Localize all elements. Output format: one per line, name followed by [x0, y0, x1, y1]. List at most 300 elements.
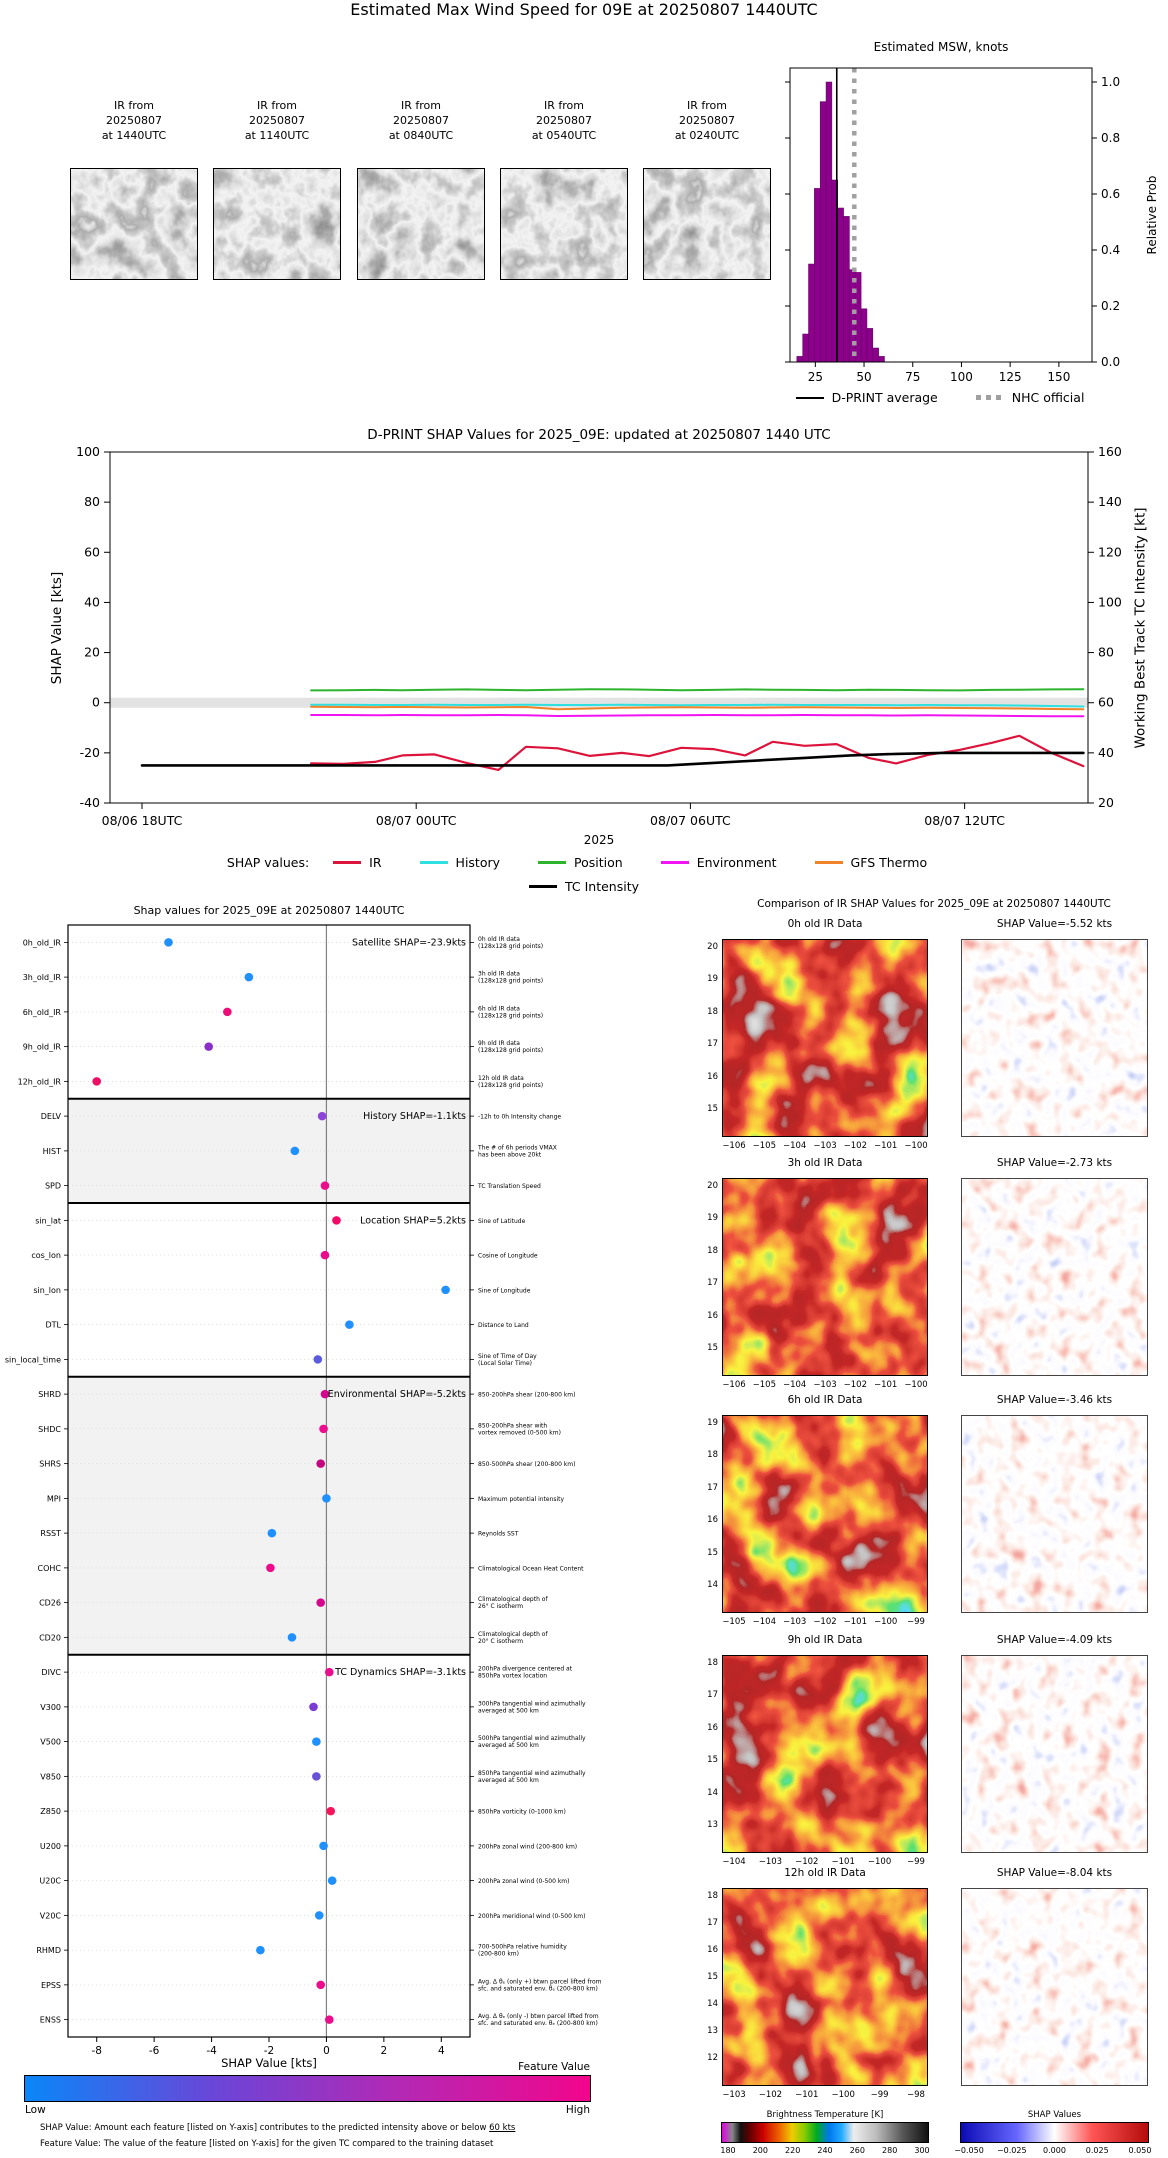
brightness-temperature-colorbar	[722, 2123, 928, 2142]
lon-tick-label: −101	[873, 1380, 898, 1390]
shap-dot-hist	[291, 1147, 300, 1156]
section-shap-label: History SHAP=-1.1kts	[363, 1111, 466, 1123]
feature-description: 300hPa tangential wind azimuthally	[478, 1700, 586, 1708]
ir-data-panel	[722, 1178, 928, 1376]
ir-thumbnail-label-line: 20250807	[536, 114, 592, 128]
solid-line-swatch	[796, 397, 824, 399]
shap-row-title: SHAP Value=-8.04 kts	[996, 1867, 1113, 1879]
histogram-title: Estimated MSW, knots	[873, 40, 1009, 54]
y-tick-label-right: 60	[1098, 694, 1114, 710]
feature-description: 20° C isotherm	[478, 1637, 524, 1645]
y-tick-label: 0.0	[1101, 355, 1121, 369]
ir-row-title: 12h old IR Data	[784, 1867, 866, 1879]
shap-dot-epss	[316, 1981, 325, 1990]
ir-thumbnail-label	[500, 98, 628, 144]
shap-map-panel	[961, 1888, 1148, 2086]
legend-item-gfs-thermo	[815, 855, 928, 870]
lon-tick-label: −106	[722, 1380, 746, 1390]
lon-tick-label: −103	[813, 1380, 837, 1390]
feature-label: EPSS	[40, 1980, 61, 1990]
feature-label: V500	[40, 1737, 61, 1747]
lat-tick-label: 19	[707, 974, 718, 985]
bt-tick-label: 300	[914, 2146, 930, 2155]
feature-label: SHRS	[39, 1459, 61, 1469]
timeseries-title: D-PRINT SHAP Values for 2025_09E: updated at 20250807 1440 UTC	[367, 427, 831, 443]
legend-item-position	[538, 855, 623, 870]
shap-dot-divc	[325, 1668, 334, 1677]
y-tick-label-left: 40	[84, 594, 100, 610]
lon-tick-label: −99	[870, 2090, 889, 2100]
feature-description: Avg. Δ θₑ (only +) btwn parcel lifted from	[478, 1978, 602, 1986]
lon-tick-label: −103	[782, 1617, 807, 1627]
footnote-feature-value: Feature Value: The value of the feature [listed on Y-axis] for the given TC compared to the training dataset	[40, 2139, 494, 2149]
x-tick-label: 50	[856, 370, 872, 384]
feature-description: averaged at 500 km	[478, 1742, 539, 1750]
shap-texture	[961, 1178, 1148, 1376]
lon-tick-label: −103	[758, 1857, 783, 1867]
y-tick-label-right: 40	[1098, 744, 1114, 760]
y-tick-label-left: -40	[79, 795, 100, 810]
lat-tick-label: 18	[707, 1658, 718, 1668]
shap-tick-label: 0.000	[1043, 2146, 1066, 2155]
lat-tick-label: 17	[707, 1039, 718, 1050]
shap-dot-enss	[325, 2015, 334, 2024]
feature-label: DTL	[45, 1320, 61, 1330]
dotplot-xlabel: SHAP Value [kts]	[221, 2056, 317, 2070]
lon-tick-label: −100	[831, 2090, 855, 2100]
legend-label: IR	[369, 855, 382, 870]
ir-row-title: 3h old IR Data	[787, 1157, 863, 1169]
lat-tick-label: 19	[707, 1418, 718, 1428]
timeseries-legend-row1	[0, 855, 1168, 870]
feature-label: U200	[39, 1841, 61, 1851]
feature-description: 850-200hPa shear with	[478, 1422, 548, 1430]
feature-description: 0h old IR data	[478, 935, 520, 943]
ir-texture	[722, 939, 928, 1137]
y-tick-label-left: 0	[92, 694, 100, 710]
shap-map-panel	[961, 1178, 1148, 1376]
shap-dot-cos_lon	[321, 1251, 330, 1260]
shap-dot-9h_old_ir	[204, 1042, 213, 1051]
shap-row-title: SHAP Value=-4.09 kts	[996, 1634, 1113, 1646]
feature-label: U20C	[39, 1876, 61, 1886]
x-tick-label: 08/07 06UTC	[650, 813, 731, 828]
legend-item-ir	[333, 855, 381, 870]
ir-row-title: 9h old IR Data	[787, 1634, 863, 1646]
feature-description: (200-800 km)	[478, 1950, 519, 1958]
feature-description: 200hPa meridional wind (0-500 km)	[478, 1912, 586, 1920]
feature-description: 9h old IR data	[478, 1040, 520, 1048]
feature-label: SHDC	[38, 1424, 61, 1434]
lat-tick-label: 17	[707, 1278, 718, 1289]
shap-dot-6h_old_ir	[223, 1008, 232, 1017]
cloud-texture	[70, 168, 198, 280]
lon-tick-label: −104	[782, 1380, 807, 1390]
lon-tick-label: −100	[867, 1857, 892, 1867]
feature-label: sin_lon	[33, 1285, 61, 1295]
histogram-bar	[867, 328, 873, 362]
lon-tick-label: −103	[813, 1141, 837, 1151]
zero-band	[110, 698, 1088, 708]
ir-thumbnail-label-line: IR from	[257, 99, 297, 112]
feature-label: COHC	[37, 1563, 61, 1573]
shap-dot-rsst	[268, 1529, 277, 1538]
timeseries-legend-title: SHAP values:	[226, 855, 310, 870]
lon-tick-label: −101	[873, 1141, 898, 1151]
histogram-legend	[700, 390, 1168, 405]
feature-label: CD26	[39, 1598, 61, 1608]
feature-description: (128x128 grid points)	[478, 1012, 544, 1020]
y-tick-label: 1.0	[1101, 75, 1121, 89]
msw-histogram	[740, 55, 1168, 395]
feature-label: V850	[40, 1772, 61, 1782]
y-tick-label-left: -20	[79, 744, 100, 760]
feature-description: 850-200hPa shear (200-800 km)	[478, 1391, 576, 1399]
ir-thumbnail-label-line: at 1440UTC	[101, 129, 167, 143]
ir-data-panel	[722, 1415, 928, 1613]
lat-tick-label: 20	[707, 942, 718, 952]
lon-tick-label: −100	[904, 1380, 928, 1390]
shap-dot-3h_old_ir	[245, 973, 254, 982]
ir-thumbnail-label-line: IR from	[401, 99, 441, 112]
feature-description: -12h to 0h Intensity change	[478, 1113, 562, 1121]
feature-description: 850hPa tangential wind azimuthally	[478, 1769, 586, 1777]
ir-texture	[722, 1888, 928, 2086]
ir-row-title: 0h old IR Data	[787, 918, 863, 930]
shap-tick-label: 0.050	[1128, 2146, 1152, 2155]
shap-texture	[961, 1655, 1148, 1853]
feature-description: 6h old IR data	[478, 1005, 520, 1013]
ir-texture	[722, 1415, 928, 1613]
feature-description: 850hPa vortex location	[478, 1672, 548, 1680]
x-tick-label: -6	[148, 2045, 160, 2057]
lon-tick-label: −99	[907, 1857, 925, 1867]
x-tick-label: 150	[1047, 370, 1071, 384]
feature-colorbar-high-label: High	[565, 2104, 590, 2116]
x-tick-label: -8	[91, 2045, 102, 2057]
y-tick-label-right: 80	[1098, 644, 1114, 660]
ir-thumbnail-label-line: at 0240UTC	[674, 129, 740, 143]
shap-dot-shrs	[316, 1459, 325, 1468]
lon-tick-label: −100	[873, 1617, 898, 1627]
lat-tick-label: 16	[707, 1945, 718, 1955]
y-tick-label: 0.2	[1101, 299, 1121, 313]
timeseries-xlabel: 2025	[583, 833, 615, 847]
series-gfs-thermo	[311, 707, 1083, 710]
ir-row-title: 6h old IR Data	[787, 1394, 863, 1406]
shap-texture	[961, 1888, 1148, 2086]
shap-dot-dtl	[345, 1320, 354, 1329]
histogram-bar	[838, 208, 844, 362]
feature-label: cos_lon	[31, 1251, 61, 1261]
feature-label: RSST	[40, 1529, 61, 1539]
series-position	[311, 689, 1083, 690]
x-tick-label: 0	[323, 2045, 330, 2057]
bt-tick-label: 200	[752, 2146, 768, 2155]
shap-values-colorbar	[961, 2123, 1148, 2142]
feature-description: (Local Solar Time)	[478, 1359, 533, 1367]
shap-dot-0h_old_ir	[164, 938, 173, 947]
bt-tick-label: 260	[849, 2146, 865, 2155]
y-tick-label: 0.8	[1101, 131, 1121, 145]
x-tick-label: 75	[905, 370, 921, 384]
histogram-bar	[855, 272, 861, 362]
feature-description: Climatological Ocean Heat Content	[478, 1565, 584, 1573]
feature-description: (128x128 grid points)	[478, 1081, 544, 1089]
y-tick-label: 0.4	[1101, 243, 1121, 257]
feature-description: averaged at 500 km	[478, 1776, 539, 1784]
histogram-bar	[844, 216, 850, 362]
ir-thumbnail-label-line: at 0540UTC	[531, 129, 597, 143]
y-tick-label-right: 120	[1098, 544, 1122, 560]
lat-tick-label: 15	[707, 1755, 718, 1766]
lat-tick-label: 14	[707, 1787, 718, 1798]
legend-dprint-average	[796, 390, 938, 405]
histogram-bar	[814, 188, 820, 362]
y-tick-label-right: 100	[1098, 594, 1122, 610]
section-shap-label: Satellite SHAP=-23.9kts	[351, 937, 466, 949]
ir-thumbnail-label-line: at 1140UTC	[244, 129, 310, 143]
footnote-text: SHAP Value: Amount each feature [listed on Y-axis] contributes to the predicted intensity above or below	[40, 2123, 490, 2133]
shap-colorbar-title: SHAP Values	[1027, 2110, 1082, 2120]
lon-tick-label: −99	[907, 1617, 925, 1627]
x-tick-label: 2	[380, 2045, 388, 2057]
lat-tick-label: 16	[707, 1515, 718, 1526]
lat-tick-label: 14	[707, 1580, 718, 1590]
ir-thumbnail-label-line: at 0840UTC	[388, 129, 454, 143]
histogram-bar	[826, 82, 832, 362]
x-tick-label: 100	[950, 370, 973, 384]
feature-label: SPD	[44, 1181, 61, 1191]
ir-thumbnail-label	[70, 98, 198, 144]
feature-description: sfc. and saturated env. θₑ (200-800 km)	[478, 2020, 598, 2028]
feature-description: 500hPa tangential wind azimuthally	[478, 1735, 586, 1743]
ir-thumbnail-image	[500, 168, 628, 280]
ir-thumbnail-label-line: 20250807	[679, 114, 735, 128]
line-swatch	[420, 861, 448, 864]
feature-description: Sine of Longitude	[478, 1287, 531, 1295]
ir-thumbnail-label-line: 20250807	[249, 114, 305, 128]
shap-dot-spd	[321, 1181, 330, 1190]
ir-thumbnail-label-line: IR from	[114, 99, 154, 112]
feature-label: DIVC	[41, 1668, 61, 1678]
lon-tick-label: −105	[752, 1380, 776, 1390]
feature-label: 12h_old_IR	[17, 1077, 61, 1087]
bt-tick-label: 180	[720, 2146, 736, 2155]
ir-thumbnail-label	[357, 98, 485, 144]
histogram-bar	[803, 334, 809, 362]
ir-thumbnail-label	[213, 98, 341, 144]
lon-tick-label: −102	[843, 1380, 867, 1390]
feature-description: 26° C isotherm	[478, 1603, 524, 1611]
ir-data-panel	[722, 939, 928, 1137]
bt-tick-label: 220	[785, 2146, 801, 2155]
feature-description: 200hPa divergence centered at	[478, 1665, 573, 1673]
shap-tick-label: 0.025	[1085, 2146, 1109, 2155]
bt-tick-label: 280	[882, 2146, 898, 2155]
timeseries-frame	[110, 452, 1088, 803]
shap-map-panel	[961, 1415, 1148, 1613]
line-swatch	[661, 861, 689, 864]
timeseries-ylabel-right: Working Best Track TC Intensity [kt]	[1132, 507, 1149, 749]
lon-tick-label: −98	[907, 2090, 925, 2100]
feature-label: MPI	[46, 1494, 61, 1504]
lon-tick-label: −102	[843, 1141, 867, 1151]
legend-item-history	[420, 855, 500, 870]
lon-tick-label: −104	[782, 1141, 807, 1151]
lat-tick-label: 20	[707, 1181, 718, 1191]
shap-dot-u20c	[328, 1876, 337, 1885]
ir-thumbnail-image	[357, 168, 485, 280]
x-tick-label: 08/06 18UTC	[101, 813, 183, 828]
timeseries-ylabel-left: SHAP Value [kts]	[49, 571, 65, 685]
line-swatch	[815, 861, 843, 864]
feature-label: V300	[40, 1702, 61, 1712]
shap-dot-v500	[312, 1737, 321, 1746]
feature-label: 6h_old_IR	[22, 1007, 61, 1017]
feature-label: SHRD	[38, 1390, 61, 1400]
lon-tick-label: −101	[795, 2090, 819, 2100]
shap-map-panel	[961, 939, 1148, 1137]
feature-description: Climatological depth of	[478, 1596, 548, 1604]
lat-tick-label: 18	[707, 1245, 718, 1256]
lat-tick-label: 15	[707, 1972, 718, 1982]
dotplot-title: Shap values for 2025_09E at 20250807 1440UTC	[133, 904, 405, 917]
shap-dot-rhmd	[256, 1946, 265, 1955]
y-tick-label-right: 20	[1098, 795, 1114, 810]
shap-dot-shdc	[319, 1425, 328, 1434]
ir-texture	[722, 1178, 928, 1376]
lat-tick-label: 13	[707, 2026, 718, 2036]
feature-description: Maximum potential intensity	[478, 1495, 565, 1503]
feature-label: HIST	[42, 1146, 61, 1156]
feature-label: RHMD	[36, 1946, 61, 1956]
shap-row-title: SHAP Value=-3.46 kts	[996, 1394, 1113, 1406]
lat-tick-label: 15	[707, 1343, 718, 1353]
y-tick-label: 0.6	[1101, 187, 1121, 201]
lon-tick-label: −105	[722, 1617, 746, 1627]
lon-tick-label: −106	[722, 1141, 746, 1151]
histogram-bar	[820, 102, 826, 362]
legend-item-environment	[661, 855, 777, 870]
lat-tick-label: 16	[707, 1722, 718, 1733]
y-tick-label-left: 60	[84, 544, 100, 560]
lon-tick-label: −102	[795, 1857, 819, 1867]
section-shap-label: TC Dynamics SHAP=-3.1kts	[335, 1667, 466, 1679]
feature-description: Reynolds SST	[478, 1530, 519, 1538]
histogram-ylabel: Relative Prob	[1145, 175, 1159, 255]
lat-tick-label: 18	[707, 1891, 718, 1901]
feature-description: (128x128 grid points)	[478, 942, 544, 950]
feature-description: 850-500hPa shear (200-800 km)	[478, 1461, 576, 1469]
shap-dot-12h_old_ir	[92, 1077, 101, 1086]
lon-tick-label: −104	[752, 1617, 776, 1627]
lat-tick-label: 17	[707, 1482, 718, 1493]
ir-thumbnail-label-line: IR from	[544, 99, 584, 112]
y-tick-label-right: 140	[1098, 494, 1122, 510]
feature-description: sfc. and saturated env. θₑ (200-800 km)	[478, 1985, 598, 1993]
legend-item-tc-intensity	[529, 879, 639, 894]
ir-thumbnail-label-line: 20250807	[393, 114, 449, 128]
lat-tick-label: 12	[707, 2053, 718, 2063]
footnote-shap-value	[40, 2123, 680, 2133]
lat-tick-label: 15	[707, 1104, 718, 1114]
lon-tick-label: −100	[904, 1141, 928, 1151]
shap-row-title: SHAP Value=-2.73 kts	[996, 1157, 1113, 1169]
feature-description: 700-500hPa relative humidity	[478, 1943, 567, 1951]
ir-thumbnail-image	[213, 168, 341, 280]
section-shap-label: Environmental SHAP=-5.2kts	[327, 1389, 466, 1401]
comparison-title: Comparison of IR SHAP Values for 2025_09E at 20250807 1440UTC	[757, 898, 1111, 910]
shap-dotplot	[0, 918, 640, 2068]
feature-label: 0h_old_IR	[22, 938, 61, 948]
section-shading	[68, 1377, 470, 1655]
x-tick-label: -2	[263, 2045, 275, 2057]
timeseries-legend-row2	[0, 879, 1168, 894]
histogram-bar	[879, 356, 885, 362]
legend-label: NHC official	[1011, 390, 1085, 405]
line-swatch	[529, 885, 557, 888]
feature-description: 200hPa zonal wind (200-800 km)	[478, 1843, 578, 1851]
bt-tick-label: 240	[817, 2146, 833, 2155]
shap-dot-z850	[326, 1807, 335, 1816]
feature-description: (128x128 grid points)	[478, 1047, 544, 1055]
x-tick-label: 08/07 12UTC	[924, 813, 1005, 828]
shap-dot-sin_lon	[441, 1286, 450, 1295]
feature-description: TC Translation Speed	[478, 1183, 541, 1191]
x-tick-label: 125	[998, 370, 1022, 384]
lat-tick-label: 17	[707, 1690, 718, 1701]
bt-colorbar-title: Brightness Temperature [K]	[766, 2110, 884, 2120]
shap-dot-sin_local_time	[314, 1355, 323, 1364]
ir-thumbnail-label-line: 20250807	[106, 114, 162, 128]
legend-label: Environment	[696, 855, 777, 870]
histogram-bar	[849, 270, 855, 362]
feature-description: 3h old IR data	[478, 970, 520, 978]
lat-tick-label: 18	[707, 1006, 718, 1017]
series-environment	[311, 715, 1083, 716]
footnote-underlined: 60 kts	[489, 2123, 516, 2133]
lon-tick-label: −101	[831, 1857, 855, 1867]
shap-dot-v850	[312, 1772, 321, 1781]
lat-tick-label: 14	[707, 1999, 718, 2009]
shap-timeseries-plot	[0, 440, 1168, 835]
feature-description: (128x128 grid points)	[478, 977, 544, 985]
lon-tick-label: −102	[758, 2090, 783, 2100]
feature-label: Z850	[40, 1807, 61, 1817]
page-title: Estimated Max Wind Speed for 09E at 20250807 1440UTC	[350, 0, 818, 19]
legend-label: Position	[574, 855, 623, 870]
legend-label: GFS Thermo	[850, 855, 928, 870]
feature-label: sin_lat	[35, 1216, 61, 1226]
ir-thumbnail-label-line: IR from	[687, 99, 727, 112]
legend-nhc-official	[976, 390, 1085, 405]
shap-dot-mpi	[322, 1494, 331, 1503]
feature-label: V20C	[39, 1911, 61, 1921]
shap-texture	[961, 1415, 1148, 1613]
feature-label: 3h_old_IR	[22, 973, 61, 983]
shap-tick-label: −0.025	[996, 2146, 1027, 2155]
lon-tick-label: −102	[813, 1617, 837, 1627]
dotted-line-swatch	[976, 395, 1004, 400]
histogram-bar	[873, 348, 879, 362]
shap-texture	[961, 939, 1148, 1137]
shap-dot-cohc	[266, 1564, 275, 1573]
histogram-bar	[797, 356, 803, 362]
shap-dot-v20c	[315, 1911, 324, 1920]
legend-label: TC Intensity	[564, 879, 639, 894]
feature-label: ENSS	[39, 2015, 61, 2025]
